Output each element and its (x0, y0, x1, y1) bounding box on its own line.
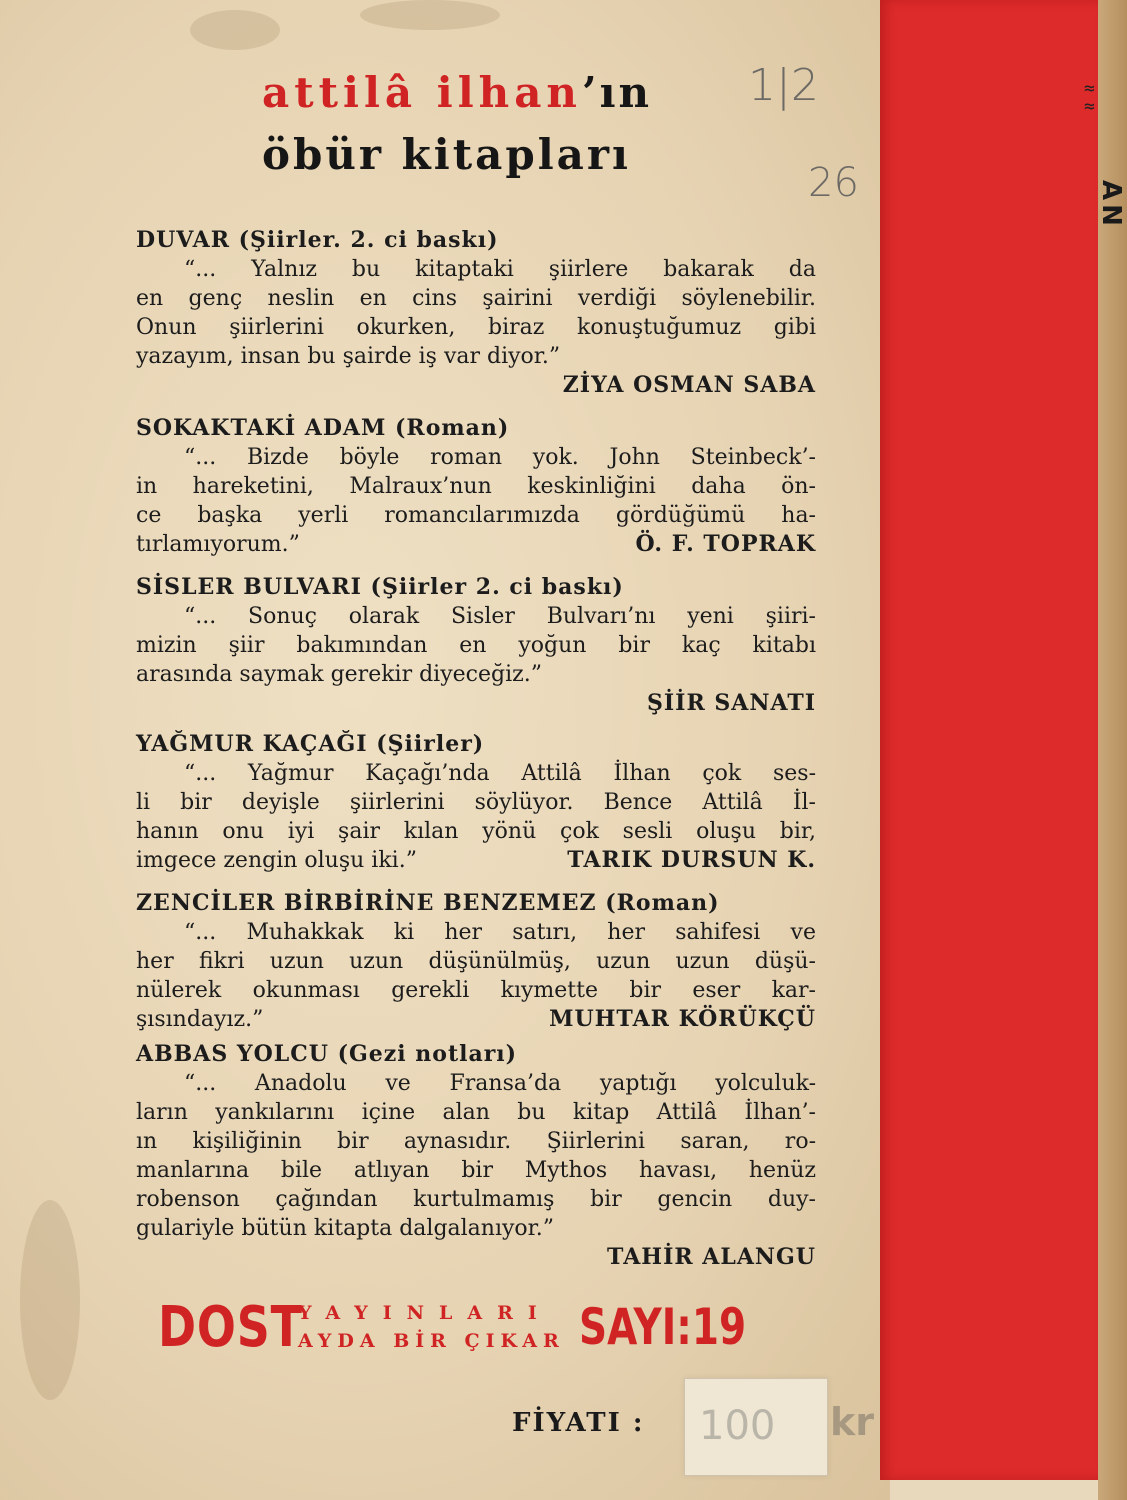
publisher-line-2: AYDA BİR ÇIKAR (298, 1330, 565, 1352)
quote-line: li bir deyişle şiirlerini söylüyor. Bence Attilâ İl- (136, 790, 816, 815)
quote-line: ce başka yerli romancılarımızda gördüğümü ha- (136, 503, 816, 528)
red-spine-band (880, 0, 1100, 1480)
book-title: ZENCİLER BİRBİRİNE BENZEMEZ (Roman) (136, 890, 720, 916)
page-header (262, 62, 652, 186)
header-line-1 (262, 62, 652, 124)
author-name: attilâ ilhan (262, 68, 582, 117)
quote-line: “... Yağmur Kaçağı’nda Attilâ İlhan çok ses- (184, 761, 816, 786)
publisher-brand: DOST (158, 1294, 303, 1360)
quote-line: “... Anadolu ve Fransa’da yaptığı yolculuk- (184, 1071, 816, 1096)
book-entry (136, 226, 816, 400)
quote-last-line (136, 1005, 816, 1034)
quote-line: “... Sonuç olarak Sisler Bulvarı’nı yeni şiiri- (184, 604, 816, 629)
quote-line: gulariyle bütün kitapta dalgalanıyor.” (136, 1216, 555, 1241)
book-entry (136, 414, 816, 559)
quote-line: hanın onu iyi şair kılan yönü çok sesli oluşu bir, (136, 819, 816, 844)
quote-line: ın kişiliğinin bir aynasıdır. Şiirlerini saran, ro- (136, 1129, 816, 1154)
quote-line: “... Bizde böyle roman yok. John Steinbeck’- (184, 445, 816, 470)
reviewer-name: TAHİR ALANGU (607, 1244, 816, 1270)
reviewer-name: Ö. F. TOPRAK (635, 531, 816, 557)
price-faint-right: kr (830, 1400, 875, 1444)
quote-line: imgece zengin oluşu iki.” (136, 848, 417, 873)
paper-stain (190, 10, 280, 50)
book-entry (136, 573, 816, 718)
book-title: SOKAKTAKİ ADAM (Roman) (136, 415, 510, 441)
header-subtitle: öbür kitapları (262, 130, 631, 179)
quote-line: Onun şiirlerini okurken, biraz konuştuğumuz gibi (136, 315, 816, 340)
quote-line: in hareketini, Malraux’nun keskinliğini daha ön- (136, 474, 816, 499)
handwritten-number-1: 1|2 (748, 60, 819, 111)
book-title: DUVAR (Şiirler. 2. ci baskı) (136, 227, 499, 253)
publisher-line-1: YAYINLARI (298, 1302, 552, 1324)
quote-line: en genç neslin en cins şairini verdiği söylenebilir. (136, 286, 816, 311)
reviewer-name: MUHTAR KÖRÜKÇÜ (549, 1006, 816, 1032)
paper-stain (20, 1200, 80, 1400)
publisher-footer (158, 1292, 878, 1362)
quote-line: her fikri uzun uzun düşünülmüş, uzun uzun düşü- (136, 949, 816, 974)
quote-last-line (136, 530, 816, 559)
reviewer-name: ZİYA OSMAN SABA (562, 372, 816, 398)
price-sticker (684, 1378, 828, 1476)
quote-line: mizin şiir bakımından en yoğun bir kaç kitabı (136, 633, 816, 658)
author-suffix: ’ın (581, 68, 653, 117)
book-entry (136, 1040, 816, 1272)
quote-line: “... Yalnız bu kitaptaki şiirlere bakarak da (184, 257, 816, 282)
quote-line: manlarına bile atlıyan bir Mythos havası, henüz (136, 1158, 816, 1183)
paper-stain (360, 0, 500, 30)
spine-title: AN (1096, 180, 1126, 230)
price-faint-text: 100 (699, 1403, 776, 1449)
spine-marks: ≈ ≈ (1084, 78, 1095, 117)
quote-line: “... Muhakkak ki her satırı, her sahifesi ve (184, 920, 816, 945)
book-title: ABBAS YOLCU (Gezi notları) (136, 1041, 518, 1067)
quote-line: şısındayız.” (136, 1007, 264, 1032)
reviewer-name: ŞİİR SANATI (646, 690, 816, 716)
handwritten-number-2: 26 (808, 160, 859, 206)
quote-last-line (136, 846, 816, 875)
reviewer-name: TARIK DURSUN K. (567, 847, 816, 873)
quote-line: tırlamıyorum.” (136, 532, 300, 557)
quote-line: ların yankılarını içine alan bu kitap Attilâ İlhan’- (136, 1100, 816, 1125)
book-title: YAĞMUR KAÇAĞI (Şiirler) (136, 731, 485, 757)
book-title: SİSLER BULVARI (Şiirler 2. ci baskı) (136, 574, 624, 600)
book-entry (136, 730, 816, 875)
quote-line: nülerek okunması gerekli kıymette bir eser kar- (136, 978, 816, 1003)
quote-line: yazayım, insan bu şairde iş var diyor.” (136, 344, 561, 369)
quote-line: arasında saymak gerekir diyeceğiz.” (136, 662, 542, 687)
issue-number: SAYI:19 (578, 1298, 747, 1356)
book-list (136, 226, 816, 1278)
quote-line: robenson çağından kurtulmamış bir gencin duy- (136, 1187, 816, 1212)
publisher-lines (298, 1299, 565, 1355)
price-label: FİYATI : (512, 1408, 645, 1438)
book-entry (136, 889, 816, 1034)
